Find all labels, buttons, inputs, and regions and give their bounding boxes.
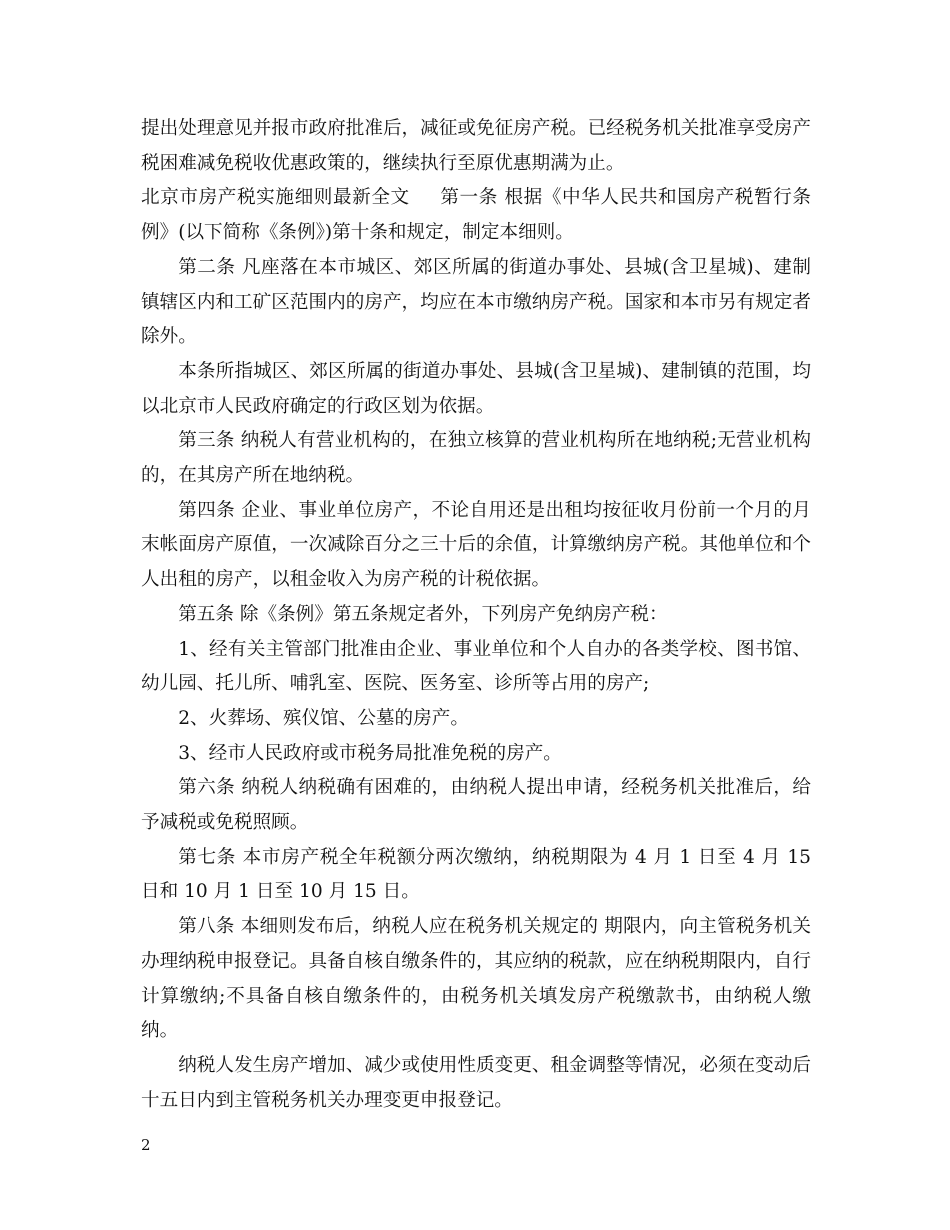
list-item-1: 1、经有关主管部门批准由企业、事业单位和个人自办的各类学校、图书馆、幼儿园、托儿所、哺乳室、医院、医务室、诊所等占用的房产;: [141, 638, 811, 695]
paragraph-article-2: 第二条 凡座落在本市城区、郊区所属的街道办事处、县城(含卫星城)、建制镇辖区内和工矿区范围内的房产，均应在本市缴纳房产税。国家和本市另有规定者除外。: [141, 256, 811, 348]
paragraph-article-8: 第八条 本细则发布后，纳税人应在税务机关规定的 期限内，向主管税务机关办理纳税申报登记。具备自核自缴条件的，其应纳的税款，应在纳税期限内，自行计算缴纳;不具备自核自缴条件的，由税务机关填发房产税缴款书，由纳税人缴纳。: [141, 916, 811, 1042]
page-number: 2: [141, 1136, 151, 1154]
paragraph-article-3: 第三条 纳税人有营业机构的，在独立核算的营业机构所在地纳税;无营业机构的，在其房产所在地纳税。: [141, 430, 811, 487]
paragraph-article-5: 第五条 除《条例》第五条规定者外，下列房产免纳房产税：: [178, 603, 668, 625]
document-title: 北京市房产税实施细则最新全文: [141, 187, 410, 209]
paragraph-article-2-scope: 本条所指城区、郊区所属的街道办事处、县城(含卫星城)、建制镇的范围，均以北京市人民政府确定的行政区划为依据。: [141, 360, 811, 417]
paragraph-title-and-article-1: [141, 181, 811, 250]
paragraph-continuation: 提出处理意见并报市政府批准后，减征或免征房产税。已经税务机关批准享受房产税困难减免税收优惠政策的，继续执行至原优惠期满为止。: [141, 118, 811, 174]
paragraph-article-8-changes: 纳税人发生房产增加、减少或使用性质变更、租金调整等情况，必须在变动后十五日内到主管税务机关办理变更申报登记。: [141, 1054, 811, 1111]
article-1-text: 第一条 根据《中华人民共和国房产税暂行条例》(以下简称《条例》)第十条和规定，制定本细则。: [141, 187, 811, 244]
list-item-2: 2、火葬场、殡仪馆、公墓的房产。: [178, 707, 469, 729]
document-body: [141, 112, 811, 1118]
list-item-3: 3、经市人民政府或市税务局批准免税的房产。: [178, 742, 562, 764]
paragraph-article-7: 第七条 本市房产税全年税额分两次缴纳，纳税期限为 4 月 1 日至 4 月 15 日和 10 月 1 日至 10 月 15 日。: [141, 846, 811, 903]
paragraph-article-4: 第四条 企业、事业单位房产，不论自用还是出租均按征收月份前一个月的月末帐面房产原值，一次减除百分之三十后的余值，计算缴纳房产税。其他单位和个人出租的房产，以租金收入为房产税的计税依据。: [141, 499, 811, 591]
paragraph-article-6: 第六条 纳税人纳税确有困难的，由纳税人提出申请，经税务机关批准后，给予减税或免税照顾。: [141, 777, 811, 834]
